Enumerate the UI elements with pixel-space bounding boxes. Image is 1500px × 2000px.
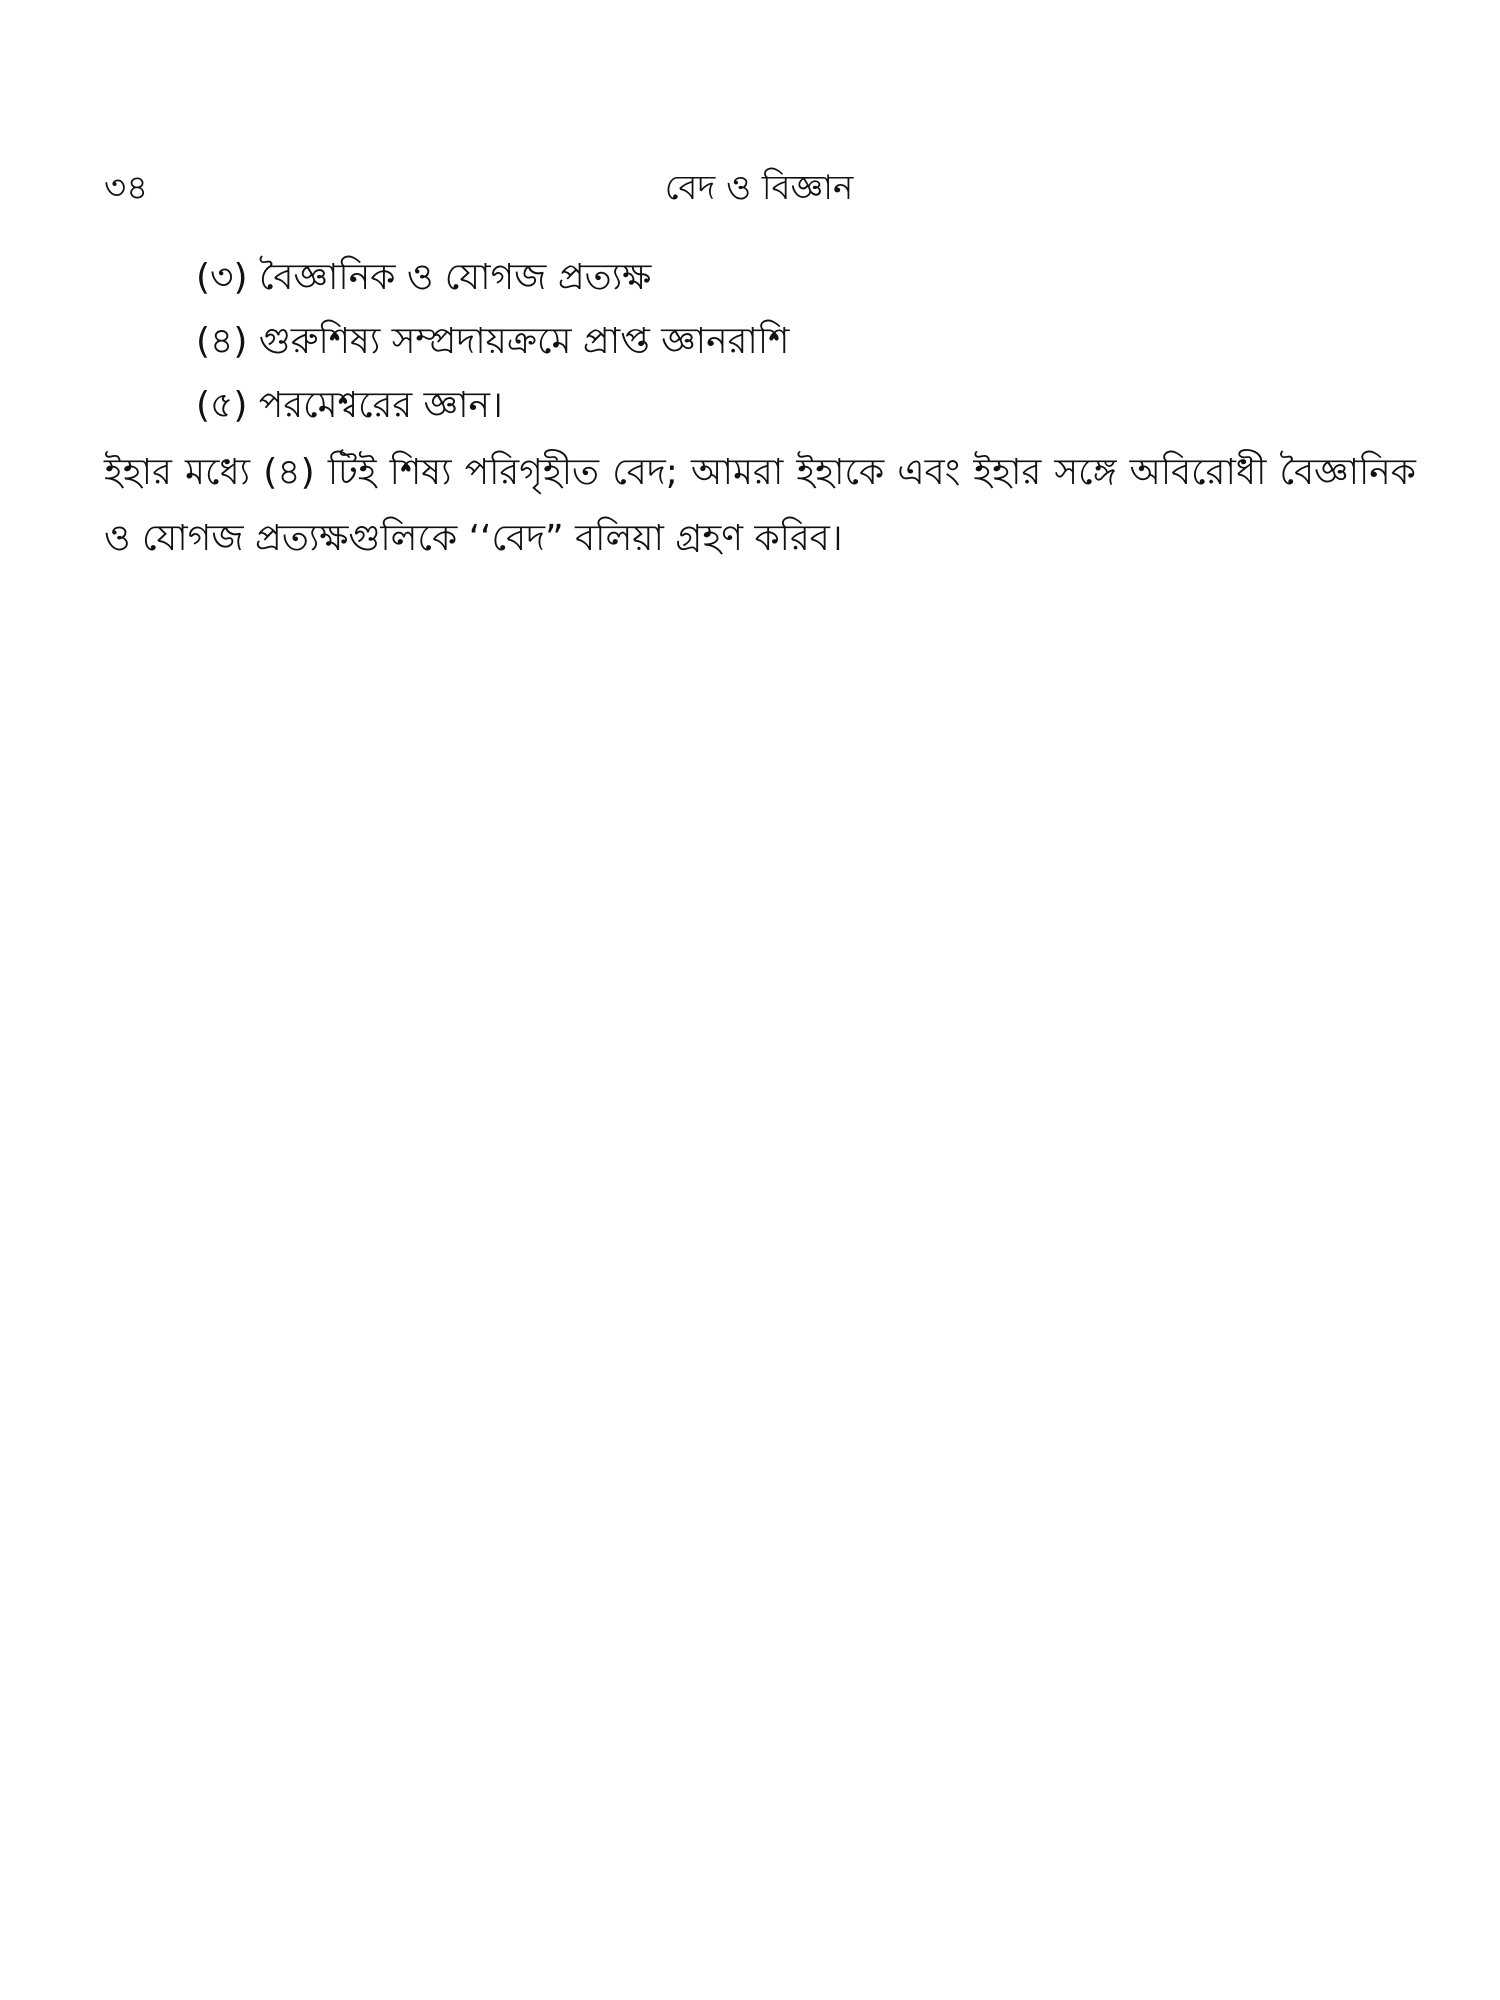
running-title: বেদ ও বিজ্ঞান [664,168,854,208]
list-item: (৪) গুরুশিষ্য সম্প্রদায়ক্রমে প্রাপ্ত জ্ঞানরাশি [196,321,790,362]
numbered-list [196,246,1396,438]
page-header [104,160,1414,216]
list-item: (৩) বৈজ্ঞানিক ও যোগজ প্রত্যক্ষ [196,257,652,298]
list-item: (৫) পরমেশ্বরের জ্ঞান। [196,385,503,426]
body-paragraph: ইহার মধ্যে (৪) টিই শিষ্য পরিগৃহীত বেদ; আমরা ইহাকে এবং ইহার সঙ্গে অবিরোধী বৈজ্ঞানিক ও যোগজ প্রত্যক্ষগুলিকে ‘‘বেদ” বলিয়া গ্রহণ করিব। [104,452,1416,559]
page-number: ৩৪ [104,168,149,208]
